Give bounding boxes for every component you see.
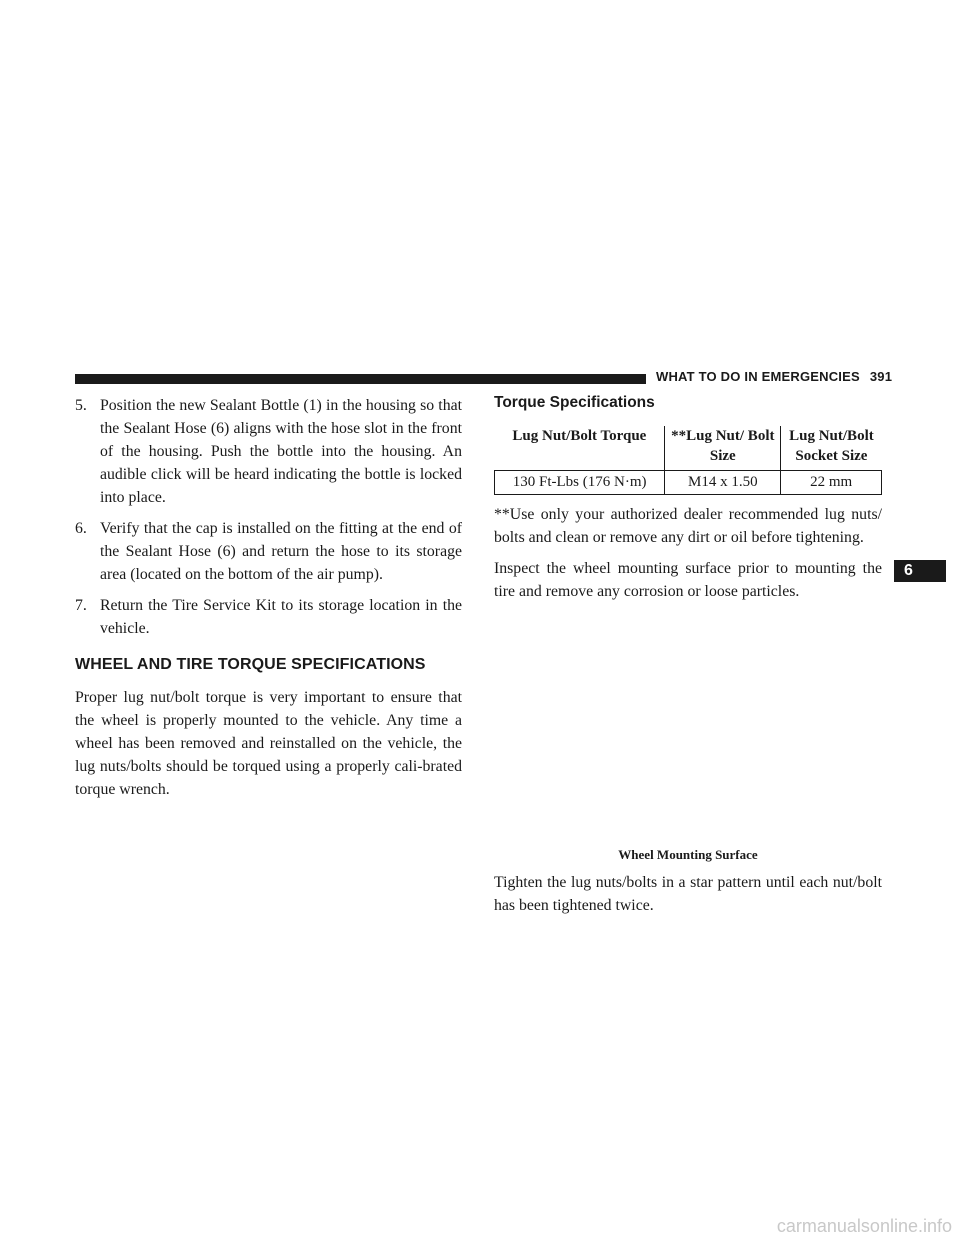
tighten-paragraph: Tighten the lug nuts/bolts in a star pattern until each nut/bolt has been tightened twice. — [494, 874, 882, 914]
column-header: **Lug Nut/ Bolt Size — [665, 426, 781, 471]
chapter-tab: 6 — [894, 560, 946, 582]
page-number: 391 — [869, 369, 893, 384]
step-text: Position the new Sealant Bottle (1) in the housing so that the Sealant Hose (6) aligns with the hose slot in the front of the housing. Push the bottle into the housing. An audible click will be heard indicating the bottle is locked into place. — [100, 397, 462, 506]
page-header — [656, 369, 892, 384]
step-list — [75, 394, 462, 640]
step-item — [75, 394, 462, 509]
table-row — [495, 471, 882, 495]
step-number: 7. — [75, 597, 87, 614]
figure-placeholder — [494, 611, 882, 847]
figure-caption: Wheel Mounting Surface — [618, 847, 758, 862]
section-paragraph: Proper lug nut/bolt torque is very important to ensure that the wheel is properly mounted to the vehicle. Any time a wheel has been removed and reinstalled on the vehicle, the lug nuts/bolts should be torqued using a properly cali-brated torque wrench. — [75, 689, 462, 798]
header-rule — [75, 374, 646, 384]
right-column — [494, 394, 882, 925]
table-cell: M14 x 1.50 — [665, 471, 781, 495]
column-header: Lug Nut/Bolt Socket Size — [781, 426, 882, 471]
chapter-title: WHAT TO DO IN EMERGENCIES — [656, 369, 860, 384]
table-header-row — [495, 426, 882, 471]
torque-table — [494, 426, 882, 495]
step-number: 6. — [75, 520, 87, 537]
step-text: Verify that the cap is installed on the fitting at the end of the Sealant Hose (6) and return the hose to its storage area (located on the bottom of the air pump). — [100, 520, 462, 583]
step-item — [75, 517, 462, 586]
step-text: Return the Tire Service Kit to its storage location in the vehicle. — [100, 597, 462, 637]
table-cell: 130 Ft-Lbs (176 N·m) — [495, 471, 665, 495]
section-heading: WHEEL AND TIRE TORQUE SPECIFICATIONS — [75, 656, 426, 673]
column-header: Lug Nut/Bolt Torque — [495, 426, 665, 471]
table-cell: 22 mm — [781, 471, 882, 495]
watermark: carmanualsonline.info — [776, 1216, 952, 1236]
inspect-paragraph: Inspect the wheel mounting surface prior to mounting the tire and remove any corrosion or loose particles. — [494, 560, 882, 600]
step-item — [75, 594, 462, 640]
step-number: 5. — [75, 397, 87, 414]
torque-heading: Torque Specifications — [494, 394, 655, 411]
left-column — [75, 394, 462, 809]
dealer-note: **Use only your authorized dealer recommended lug nuts/ bolts and clean or remove any dirt or oil before tightening. — [494, 506, 882, 546]
